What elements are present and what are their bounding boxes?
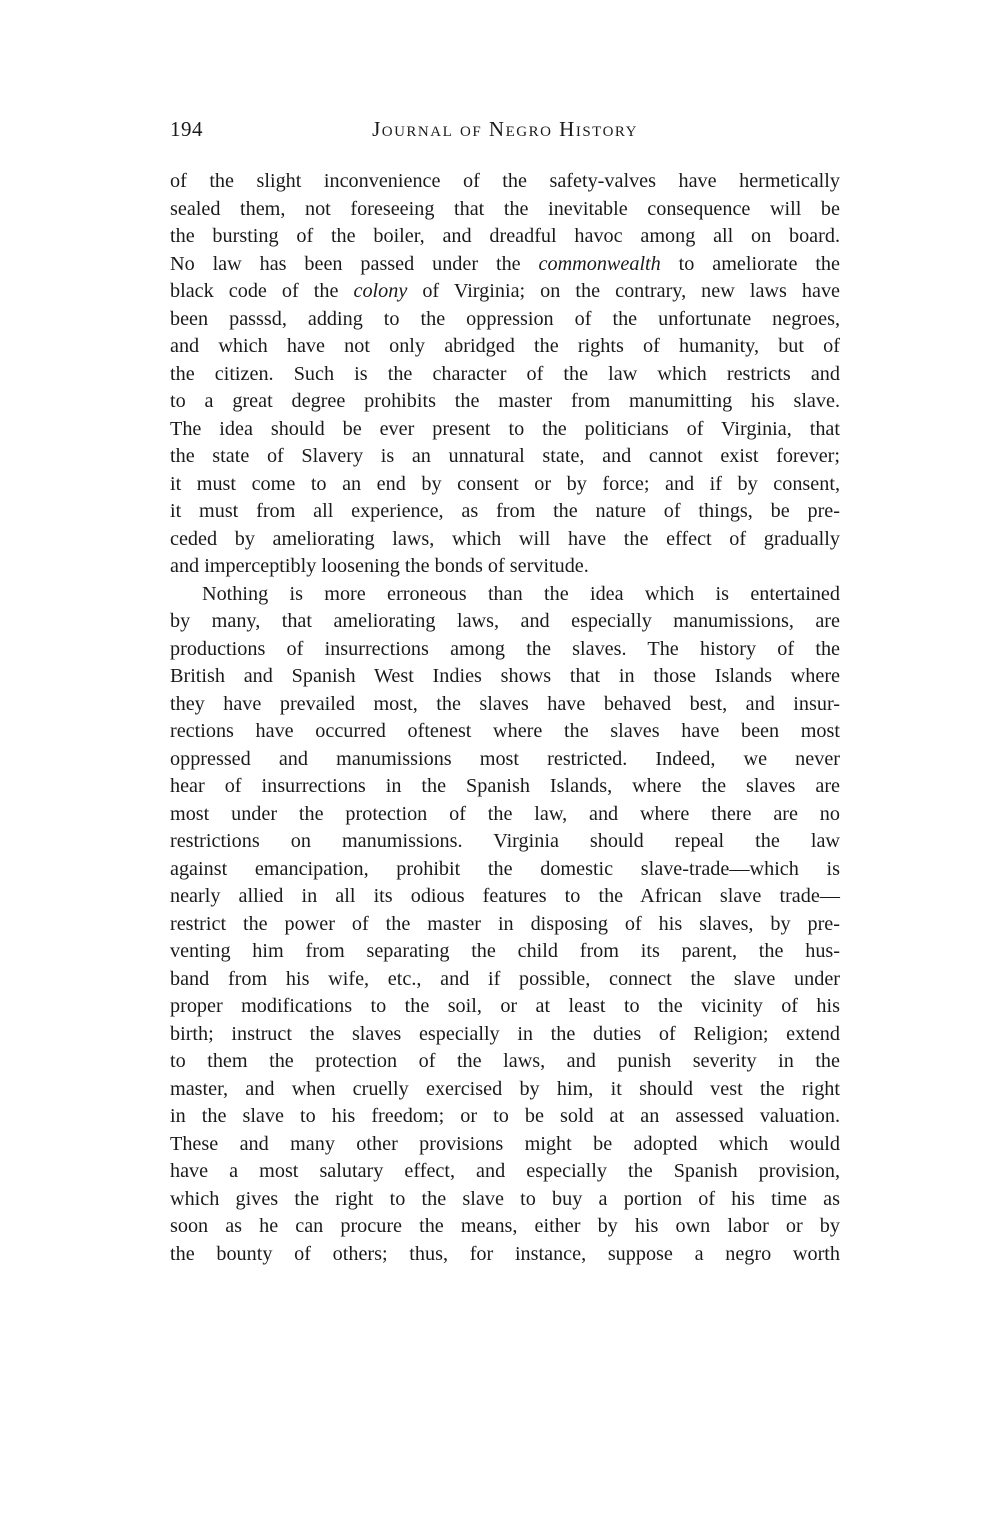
text-segment: to ameliorate the: [660, 252, 840, 275]
text-segment: venting him from separating the child from its parent, the hus-: [170, 940, 840, 962]
text-line: [170, 1076, 840, 1104]
text-segment: These and many other provisions might be adopted which would: [170, 1132, 840, 1155]
text-line: [170, 608, 840, 636]
paragraph: [170, 581, 840, 1269]
text-segment: the bounty of others; thus, for instance, suppose a negro worth: [170, 1242, 840, 1265]
text-segment: of Virginia; on the contrary, new laws have: [407, 280, 840, 302]
text-segment: and which have not only abridged the rights of humanity, but of: [170, 335, 840, 357]
text-segment: which gives the right to the slave to buy a portion of his time as: [170, 1187, 840, 1210]
journal-title: Journal of Negro History: [372, 117, 638, 141]
text-line: [170, 471, 840, 499]
text-segment: The idea should be ever present to the politicians of Virginia, that: [170, 417, 840, 440]
text-segment: productions of insurrections among the slaves. The history of the: [170, 637, 840, 660]
text-segment: proper modifications to the soil, or at least to the vicinity of his: [170, 995, 840, 1017]
text-line: [170, 306, 840, 334]
text-segment: it must from all experience, as from the nature of things, be pre-: [170, 500, 840, 522]
text-segment: against emancipation, prohibit the domestic slave-trade—which is: [170, 857, 840, 880]
text-line: [170, 1213, 840, 1241]
text-segment: rections have occurred oftenest where the slaves have been most: [170, 720, 840, 742]
text-segment: master, and when cruelly exercised by him, it should vest the right: [170, 1077, 840, 1100]
text-segment: oppressed and manumissions most restricted. Indeed, we never: [170, 747, 840, 770]
text-segment: No law has been passed under the: [170, 252, 539, 275]
text-line: [170, 883, 840, 911]
text-segment: birth; instruct the slaves especially in the duties of Religion; extend: [170, 1022, 840, 1045]
text-segment: soon as he can procure the means, either by his own labor or by: [170, 1215, 840, 1237]
text-segment: the citizen. Such is the character of the law which restricts and: [170, 362, 840, 385]
text-line: [170, 223, 840, 251]
text-line: [170, 938, 840, 966]
text-line: [170, 966, 840, 994]
text-line: [170, 388, 840, 416]
text-segment: black code of the: [170, 280, 354, 302]
text-line: [170, 251, 840, 279]
text-line: [170, 498, 840, 526]
text-line: [170, 828, 840, 856]
text-line: [170, 1241, 840, 1269]
text-line: [170, 1186, 840, 1214]
text-line: [170, 773, 840, 801]
text-line: [170, 1103, 840, 1131]
text-line: [170, 1048, 840, 1076]
text-segment: restrictions on manumissions. Virginia should repeal the law: [170, 830, 840, 852]
text-line: [170, 746, 840, 774]
text-segment: of the slight inconvenience of the safety-valves have hermetically: [170, 170, 840, 192]
text-segment: restrict the power of the master in disposing of his slaves, by pre-: [170, 912, 840, 935]
text-line: [170, 1158, 840, 1186]
text-line: [170, 663, 840, 691]
text-line: [170, 636, 840, 664]
text-line: [170, 168, 840, 196]
text-segment: by many, that ameliorating laws, and especially manumissions, are: [170, 610, 840, 632]
text-line: [170, 416, 840, 444]
running-header: [170, 117, 840, 149]
text-segment: most under the protection of the law, and where there are no: [170, 802, 840, 825]
text-line: [170, 856, 840, 884]
text-segment: it must come to an end by consent or by force; and if by consent,: [170, 472, 840, 495]
text-line: [170, 553, 840, 581]
text-line: [170, 526, 840, 554]
text-segment: British and Spanish West Indies shows that in those Islands where: [170, 665, 840, 687]
text-line: [170, 1131, 840, 1159]
text-line: [170, 801, 840, 829]
text-segment: have a most salutary effect, and especially the Spanish provision,: [170, 1160, 840, 1182]
text-segment: in the slave to his freedom; or to be sold at an assessed valuation.: [170, 1105, 840, 1127]
body-text: [170, 168, 840, 1268]
text-line: [170, 718, 840, 746]
text-line: [170, 278, 840, 306]
text-line: [170, 911, 840, 939]
text-segment: to a great degree prohibits the master from manumitting his slave.: [170, 390, 840, 412]
text-segment: the state of Slavery is an unnatural state, and cannot exist forever;: [170, 445, 840, 467]
paragraph: [170, 168, 840, 581]
text-line: [170, 361, 840, 389]
text-segment: sealed them, not foreseeing that the inevitable consequence will be: [170, 197, 840, 220]
text-segment: to them the protection of the laws, and punish severity in the: [170, 1050, 840, 1072]
text-segment: the bursting of the boiler, and dreadful havoc among all on board.: [170, 225, 840, 247]
text-line: [170, 443, 840, 471]
text-segment: and imperceptibly loosening the bonds of servitude.: [170, 555, 589, 577]
text-segment: hear of insurrections in the Spanish Islands, where the slaves are: [170, 775, 840, 797]
text-segment: they have prevailed most, the slaves have behaved best, and insur-: [170, 692, 840, 715]
text-segment: Nothing is more erroneous than the idea which is entertained: [202, 582, 840, 605]
text-line: [170, 1021, 840, 1049]
text-line: [170, 333, 840, 361]
italic-text: colony: [353, 280, 408, 302]
text-line: [170, 196, 840, 224]
text-segment: band from his wife, etc., and if possible, connect the slave under: [170, 967, 840, 990]
text-segment: nearly allied in all its odious features to the African slave trade—: [170, 885, 840, 907]
page-number: 194: [170, 117, 203, 141]
text-line: [170, 993, 840, 1021]
text-segment: ceded by ameliorating laws, which will have the effect of gradually: [170, 527, 840, 550]
text-line: [170, 581, 840, 609]
text-line: [170, 691, 840, 719]
text-segment: been passsd, adding to the oppression of the unfortunate negroes,: [170, 307, 840, 330]
italic-text: commonwealth: [538, 252, 661, 275]
